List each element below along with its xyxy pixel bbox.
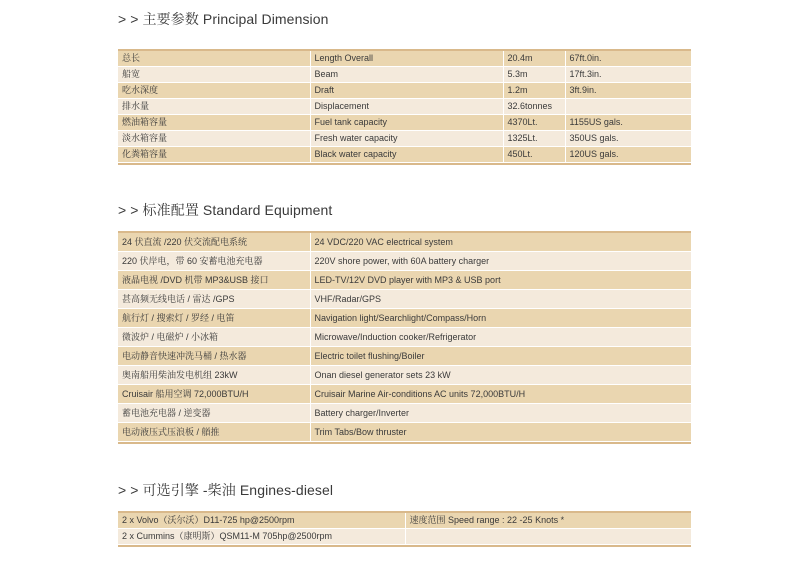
- param-cn: 燃油箱容量: [118, 115, 310, 131]
- engine-option: 2 x Volvo（沃尔沃）D11-725 hp@2500rpm: [118, 513, 405, 529]
- param-en: Draft: [310, 83, 503, 99]
- table-row: [118, 347, 691, 366]
- equipment-en: Navigation light/Searchlight/Compass/Horn: [310, 309, 691, 328]
- equipment-cn: 蓄电池充电器 / 逆变器: [118, 404, 310, 423]
- equipment-cn: 电动静音快速冲洗马桶 / 热水器: [118, 347, 310, 366]
- table-row: [118, 147, 691, 163]
- equipment-cn: 220 伏岸电，带 60 安蓄电池充电器: [118, 252, 310, 271]
- param-cn: 船宽: [118, 67, 310, 83]
- table-row: [118, 99, 691, 115]
- equipment-cn: 甚高频无线电话 / 雷达 /GPS: [118, 290, 310, 309]
- engines-table: [118, 511, 691, 547]
- table-row: [118, 115, 691, 131]
- param-imperial: 1155US gals.: [565, 115, 691, 131]
- table-row: [118, 233, 691, 252]
- speed-range: 速度范围 Speed range : 22 -25 Knots *: [405, 513, 691, 529]
- param-en: Fuel tank capacity: [310, 115, 503, 131]
- param-metric: 450Lt.: [503, 147, 565, 163]
- param-imperial: 350US gals.: [565, 131, 691, 147]
- param-cn: 吃水深度: [118, 83, 310, 99]
- param-imperial: 120US gals.: [565, 147, 691, 163]
- equipment-cn: 航行灯 / 搜索灯 / 罗经 / 电笛: [118, 309, 310, 328]
- table-row: [118, 271, 691, 290]
- param-metric: 1325Lt.: [503, 131, 565, 147]
- table-row: [118, 252, 691, 271]
- equipment-cn: 奥南船用柴油发电机组 23kW: [118, 366, 310, 385]
- table-row: [118, 423, 691, 442]
- param-imperial: 3ft.9in.: [565, 83, 691, 99]
- equipment-en: LED-TV/12V DVD player with MP3 & USB port: [310, 271, 691, 290]
- principal-dimension-title: > > 主要参数 Principal Dimension: [118, 11, 329, 27]
- table-row: [118, 131, 691, 147]
- engine-extra: [405, 529, 691, 545]
- param-metric: 5.3m: [503, 67, 565, 83]
- table-row: [118, 513, 691, 529]
- equipment-en: 220V shore power, with 60A battery charger: [310, 252, 691, 271]
- param-en: Length Overall: [310, 51, 503, 67]
- param-imperial: [565, 99, 691, 115]
- equipment-cn: 电动液压式压浪板 / 艏推: [118, 423, 310, 442]
- table-row: [118, 366, 691, 385]
- engine-option: 2 x Cummins（康明斯）QSM11-M 705hp@2500rpm: [118, 529, 405, 545]
- equipment-cn: 液晶电视 /DVD 机带 MP3&USB 接口: [118, 271, 310, 290]
- table-row: [118, 404, 691, 423]
- table-row: [118, 83, 691, 99]
- equipment-en: 24 VDC/220 VAC electrical system: [310, 233, 691, 252]
- table-row: [118, 309, 691, 328]
- equipment-en: VHF/Radar/GPS: [310, 290, 691, 309]
- table-row: [118, 67, 691, 83]
- engines-title: > > 可选引擎 -柴油 Engines-diesel: [118, 482, 334, 498]
- param-en: Displacement: [310, 99, 503, 115]
- standard-equipment-title: > > 标准配置 Standard Equipment: [118, 202, 333, 218]
- param-metric: 20.4m: [503, 51, 565, 67]
- standard-equipment-table: [118, 231, 691, 444]
- table-row: [118, 290, 691, 309]
- param-metric: 4370Lt.: [503, 115, 565, 131]
- table-row: [118, 529, 691, 545]
- table-row: [118, 385, 691, 404]
- equipment-cn: 微波炉 / 电磁炉 / 小冰箱: [118, 328, 310, 347]
- param-cn: 排水量: [118, 99, 310, 115]
- equipment-en: Onan diesel generator sets 23 kW: [310, 366, 691, 385]
- principal-dimension-table: [118, 49, 691, 165]
- table-row: [118, 328, 691, 347]
- param-en: Fresh water capacity: [310, 131, 503, 147]
- param-en: Black water capacity: [310, 147, 503, 163]
- equipment-cn: Cruisair 船用空调 72,000BTU/H: [118, 385, 310, 404]
- equipment-en: Microwave/Induction cooker/Refrigerator: [310, 328, 691, 347]
- table-row: [118, 51, 691, 67]
- param-metric: 1.2m: [503, 83, 565, 99]
- param-cn: 总长: [118, 51, 310, 67]
- equipment-en: Battery charger/Inverter: [310, 404, 691, 423]
- equipment-cn: 24 伏直流 /220 伏交流配电系统: [118, 233, 310, 252]
- equipment-en: Cruisair Marine Air-conditions AC units 72,000BTU/H: [310, 385, 691, 404]
- param-imperial: 67ft.0in.: [565, 51, 691, 67]
- param-cn: 淡水箱容量: [118, 131, 310, 147]
- param-cn: 化粪箱容量: [118, 147, 310, 163]
- equipment-en: Trim Tabs/Bow thruster: [310, 423, 691, 442]
- equipment-en: Electric toilet flushing/Boiler: [310, 347, 691, 366]
- param-en: Beam: [310, 67, 503, 83]
- param-imperial: 17ft.3in.: [565, 67, 691, 83]
- param-metric: 32.6tonnes: [503, 99, 565, 115]
